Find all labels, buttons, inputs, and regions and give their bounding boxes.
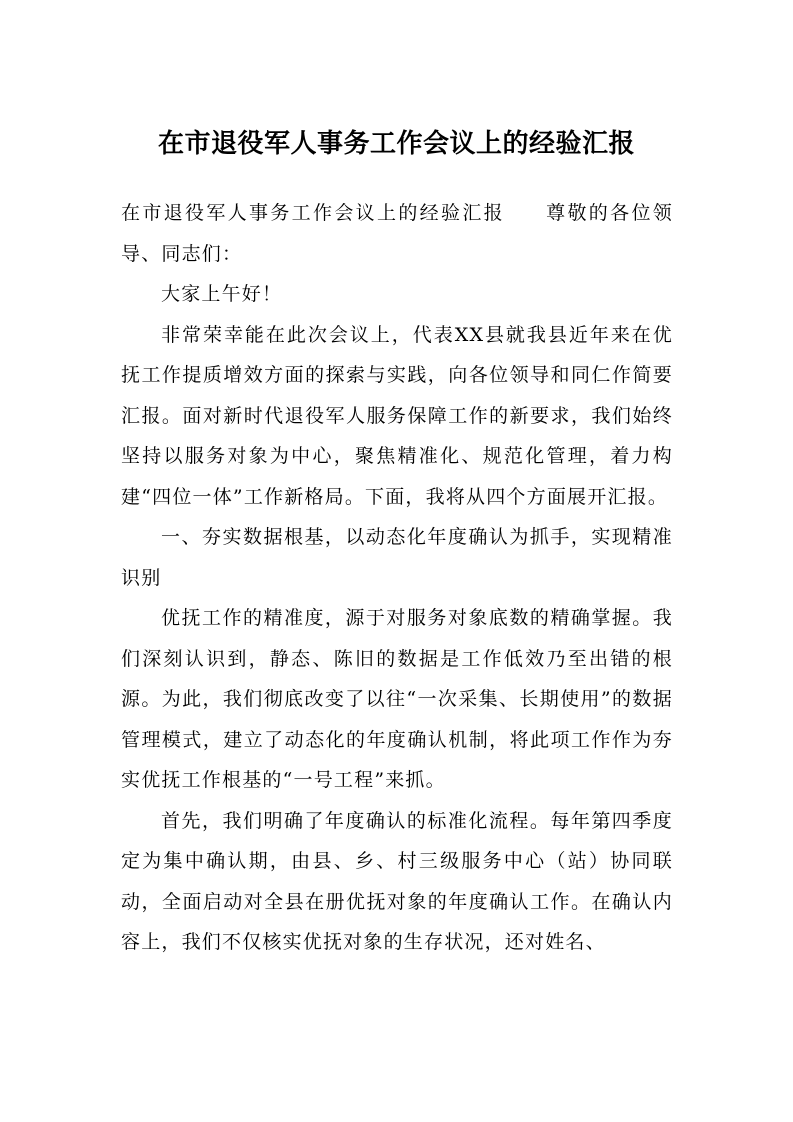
salutation: 尊敬的各位领导、同志们： xyxy=(121,202,673,265)
document-body xyxy=(121,193,673,963)
body-paragraph: 优抚工作的精准度，源于对服务对象底数的精确掌握。我们深刻认识到，静态、陈旧的数据是工作低效乃至出错的根源。为此，我们彻底改变了以往“一次采集、长期使用”的数据管理模式，建立了动态化的年度确认机制，将此项工作作为夯实优抚工作根基的“一号工程”来抓。 xyxy=(121,607,673,791)
intro-line: 在市退役军人事务工作会议上的经验汇报 xyxy=(121,202,505,224)
body-paragraph: 非常荣幸能在此次会议上，代表XX县就我县近年来在优抚工作提质增效方面的探索与实践，向各位领导和同仁作简要汇报。面对新时代退役军人服务保障工作的新要求，我们始终坚持以服务对象为中心，聚焦精准化、规范化管理，着力构建“四位一体”工作新格局。下面，我将从四个方面展开汇报。 xyxy=(121,323,673,508)
document-title: 在市退役军人事务工作会议上的经验汇报 xyxy=(157,129,635,159)
greeting-paragraph: 大家上午好！ xyxy=(161,283,283,305)
body-paragraph: 首先，我们明确了年度确认的标准化流程。每年第四季度定为集中确认期，由县、乡、村三级服务中心（站）协同联动，全面启动对全县在册优抚对象的年度确认工作。在确认内容上，我们不仅核实优抚对象的生存状况，还对姓名、 xyxy=(121,809,673,953)
opening-paragraph xyxy=(121,193,673,274)
section-heading-1: 一、夯实数据根基，以动态化年度确认为抓手，实现精准识别 xyxy=(121,526,673,589)
